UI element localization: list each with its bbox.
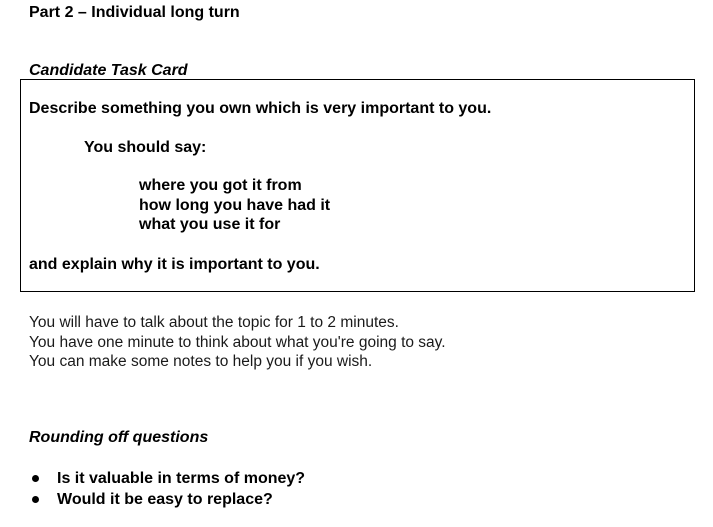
instruction-line: You will have to talk about the topic for 1 to 2 minutes.: [29, 314, 399, 331]
task-point: what you use it for: [139, 216, 281, 233]
bullet-icon: [32, 475, 39, 482]
question-text: Is it valuable in terms of money?: [57, 470, 306, 487]
part-title: Part 2 – Individual long turn: [29, 4, 240, 21]
task-point: how long you have had it: [139, 196, 331, 214]
rounding-off-questions: [29, 468, 305, 510]
instruction-line: You have one minute to think about what you're going to say.: [29, 333, 446, 351]
instructions: [29, 313, 446, 372]
question-text: Would it be easy to replace?: [57, 491, 273, 508]
instruction-line: You can make some notes to help you if you wish.: [29, 353, 373, 370]
question-item: [29, 489, 305, 510]
rounding-off-title: Rounding off questions: [29, 429, 209, 446]
task-point: where you got it from: [139, 177, 302, 194]
question-item: [29, 468, 305, 489]
task-points: [139, 176, 330, 235]
task-explain: and explain why it is important to you.: [29, 256, 320, 273]
task-should-say: You should say:: [84, 139, 207, 156]
task-describe: Describe something you own which is very important to you.: [29, 100, 492, 117]
card-title: Candidate Task Card: [29, 62, 188, 79]
bullet-icon: [32, 496, 39, 503]
